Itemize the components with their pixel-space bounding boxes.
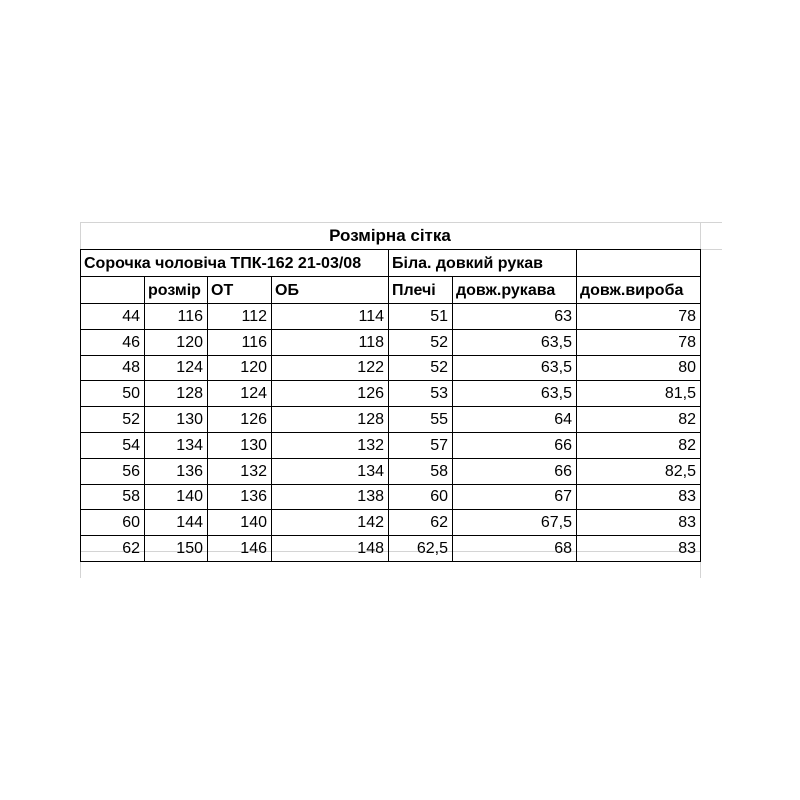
cell-shoulders: 52 bbox=[430, 359, 448, 377]
border-v-info-2 bbox=[576, 249, 577, 277]
cell-waist-ot: 146 bbox=[240, 540, 267, 558]
cell-chest-size: 62 bbox=[122, 540, 140, 558]
border-h-row bbox=[80, 380, 701, 381]
cell-chest-size: 50 bbox=[122, 385, 140, 403]
border-h-title-bottom bbox=[80, 249, 701, 250]
cell-size: 116 bbox=[177, 307, 203, 325]
cell-sleeve-length: 68 bbox=[554, 540, 572, 558]
cell-size: 128 bbox=[176, 385, 203, 403]
cell-chest-size: 48 bbox=[122, 359, 140, 377]
grid-top-extension bbox=[700, 249, 722, 250]
border-v-col bbox=[576, 276, 577, 562]
cell-waist-ot: 140 bbox=[240, 514, 267, 532]
cell-hip-ob: 132 bbox=[357, 436, 384, 454]
cell-chest-size: 56 bbox=[122, 462, 140, 480]
cell-waist-ot: 120 bbox=[240, 359, 267, 377]
border-v-col bbox=[452, 276, 453, 562]
cell-sleeve-length: 63,5 bbox=[540, 359, 572, 377]
cell-hip-ob: 142 bbox=[357, 514, 384, 532]
header-ot: ОТ bbox=[211, 281, 234, 299]
border-v-col bbox=[388, 276, 389, 562]
cell-size: 136 bbox=[176, 462, 203, 480]
cell-garment-length: 80 bbox=[678, 359, 696, 377]
cell-hip-ob: 126 bbox=[357, 385, 384, 403]
cell-garment-length: 83 bbox=[678, 514, 696, 532]
cell-garment-length: 82,5 bbox=[664, 462, 696, 480]
header-garment-length: довж.вироба bbox=[580, 281, 684, 299]
cell-sleeve-length: 63,5 bbox=[540, 385, 572, 403]
cell-size: 134 bbox=[176, 436, 203, 454]
cell-chest-size: 54 bbox=[122, 436, 140, 454]
cell-waist-ot: 116 bbox=[241, 333, 267, 351]
cell-shoulders: 62 bbox=[430, 514, 448, 532]
header-ob: ОБ bbox=[275, 281, 299, 299]
cell-size: 120 bbox=[176, 333, 203, 351]
cell-hip-ob: 148 bbox=[357, 540, 384, 558]
cell-size: 124 bbox=[176, 359, 203, 377]
header-blank bbox=[80, 277, 144, 304]
cell-chest-size: 52 bbox=[122, 411, 140, 429]
cell-shoulders: 58 bbox=[430, 462, 448, 480]
border-h-row bbox=[80, 509, 701, 510]
cell-sleeve-length: 66 bbox=[554, 462, 572, 480]
cell-chest-size: 46 bbox=[122, 333, 140, 351]
border-h-info-bottom bbox=[80, 276, 701, 277]
cell-size: 140 bbox=[176, 488, 203, 506]
cell-waist-ot: 132 bbox=[240, 462, 267, 480]
border-v-col bbox=[144, 276, 145, 562]
cell-sleeve-length: 67,5 bbox=[540, 514, 572, 532]
border-h-header-bottom bbox=[80, 303, 701, 304]
cell-garment-length: 81,5 bbox=[664, 385, 696, 403]
cell-hip-ob: 134 bbox=[357, 462, 384, 480]
header-shoulders: Плечі bbox=[392, 281, 436, 299]
cell-waist-ot: 136 bbox=[240, 488, 267, 506]
cell-garment-length: 82 bbox=[678, 411, 696, 429]
cell-chest-size: 44 bbox=[122, 307, 140, 325]
border-h-row bbox=[80, 535, 701, 536]
cell-waist-ot: 124 bbox=[240, 385, 267, 403]
border-v-info-1 bbox=[388, 249, 389, 277]
border-h-row bbox=[80, 355, 701, 356]
cell-hip-ob: 122 bbox=[357, 359, 384, 377]
cell-waist-ot: 130 bbox=[240, 436, 267, 454]
cell-size: 130 bbox=[176, 411, 203, 429]
product-description-cell: Біла. довкий рукав bbox=[392, 254, 543, 272]
border-v-right bbox=[700, 249, 701, 562]
border-v-col bbox=[207, 276, 208, 562]
border-h-row bbox=[80, 432, 701, 433]
cell-shoulders: 55 bbox=[430, 411, 448, 429]
header-sleeve-length: довж.рукава bbox=[456, 281, 556, 299]
cell-garment-length: 83 bbox=[678, 488, 696, 506]
cell-shoulders: 51 bbox=[430, 307, 448, 325]
header-size: розмір bbox=[148, 281, 201, 299]
border-h-row bbox=[80, 406, 701, 407]
cell-waist-ot: 126 bbox=[240, 411, 267, 429]
cell-sleeve-length: 63,5 bbox=[540, 333, 572, 351]
cell-sleeve-length: 67 bbox=[554, 488, 572, 506]
cell-size: 144 bbox=[176, 514, 203, 532]
cell-garment-length: 78 bbox=[678, 307, 696, 325]
cell-waist-ot: 112 bbox=[241, 307, 267, 325]
border-h-row bbox=[80, 561, 701, 562]
cell-hip-ob: 138 bbox=[357, 488, 384, 506]
cell-size: 150 bbox=[176, 540, 203, 558]
cell-hip-ob: 128 bbox=[357, 411, 384, 429]
cell-shoulders: 52 bbox=[430, 333, 448, 351]
border-v-left bbox=[80, 249, 81, 562]
cell-sleeve-length: 63 bbox=[554, 307, 572, 325]
cell-sleeve-length: 66 bbox=[554, 436, 572, 454]
border-h-row bbox=[80, 484, 701, 485]
border-h-row bbox=[80, 458, 701, 459]
cell-garment-length: 83 bbox=[678, 540, 696, 558]
cell-chest-size: 60 bbox=[122, 514, 140, 532]
cell-sleeve-length: 64 bbox=[554, 411, 572, 429]
product-name-cell: Сорочка чоловіча ТПК-162 21-03/08 bbox=[84, 254, 362, 272]
cell-garment-length: 82 bbox=[678, 436, 696, 454]
cell-shoulders: 60 bbox=[430, 488, 448, 506]
cell-shoulders: 53 bbox=[430, 385, 448, 403]
border-h-row bbox=[80, 329, 701, 330]
cell-chest-size: 58 bbox=[122, 488, 140, 506]
cell-garment-length: 78 bbox=[678, 333, 696, 351]
border-v-col bbox=[271, 276, 272, 562]
cell-hip-ob: 118 bbox=[358, 333, 384, 351]
chart-title: Розмірна сітка bbox=[329, 226, 451, 245]
cell-shoulders: 57 bbox=[430, 436, 448, 454]
cell-hip-ob: 114 bbox=[358, 307, 384, 325]
cell-shoulders: 62,5 bbox=[416, 540, 448, 558]
